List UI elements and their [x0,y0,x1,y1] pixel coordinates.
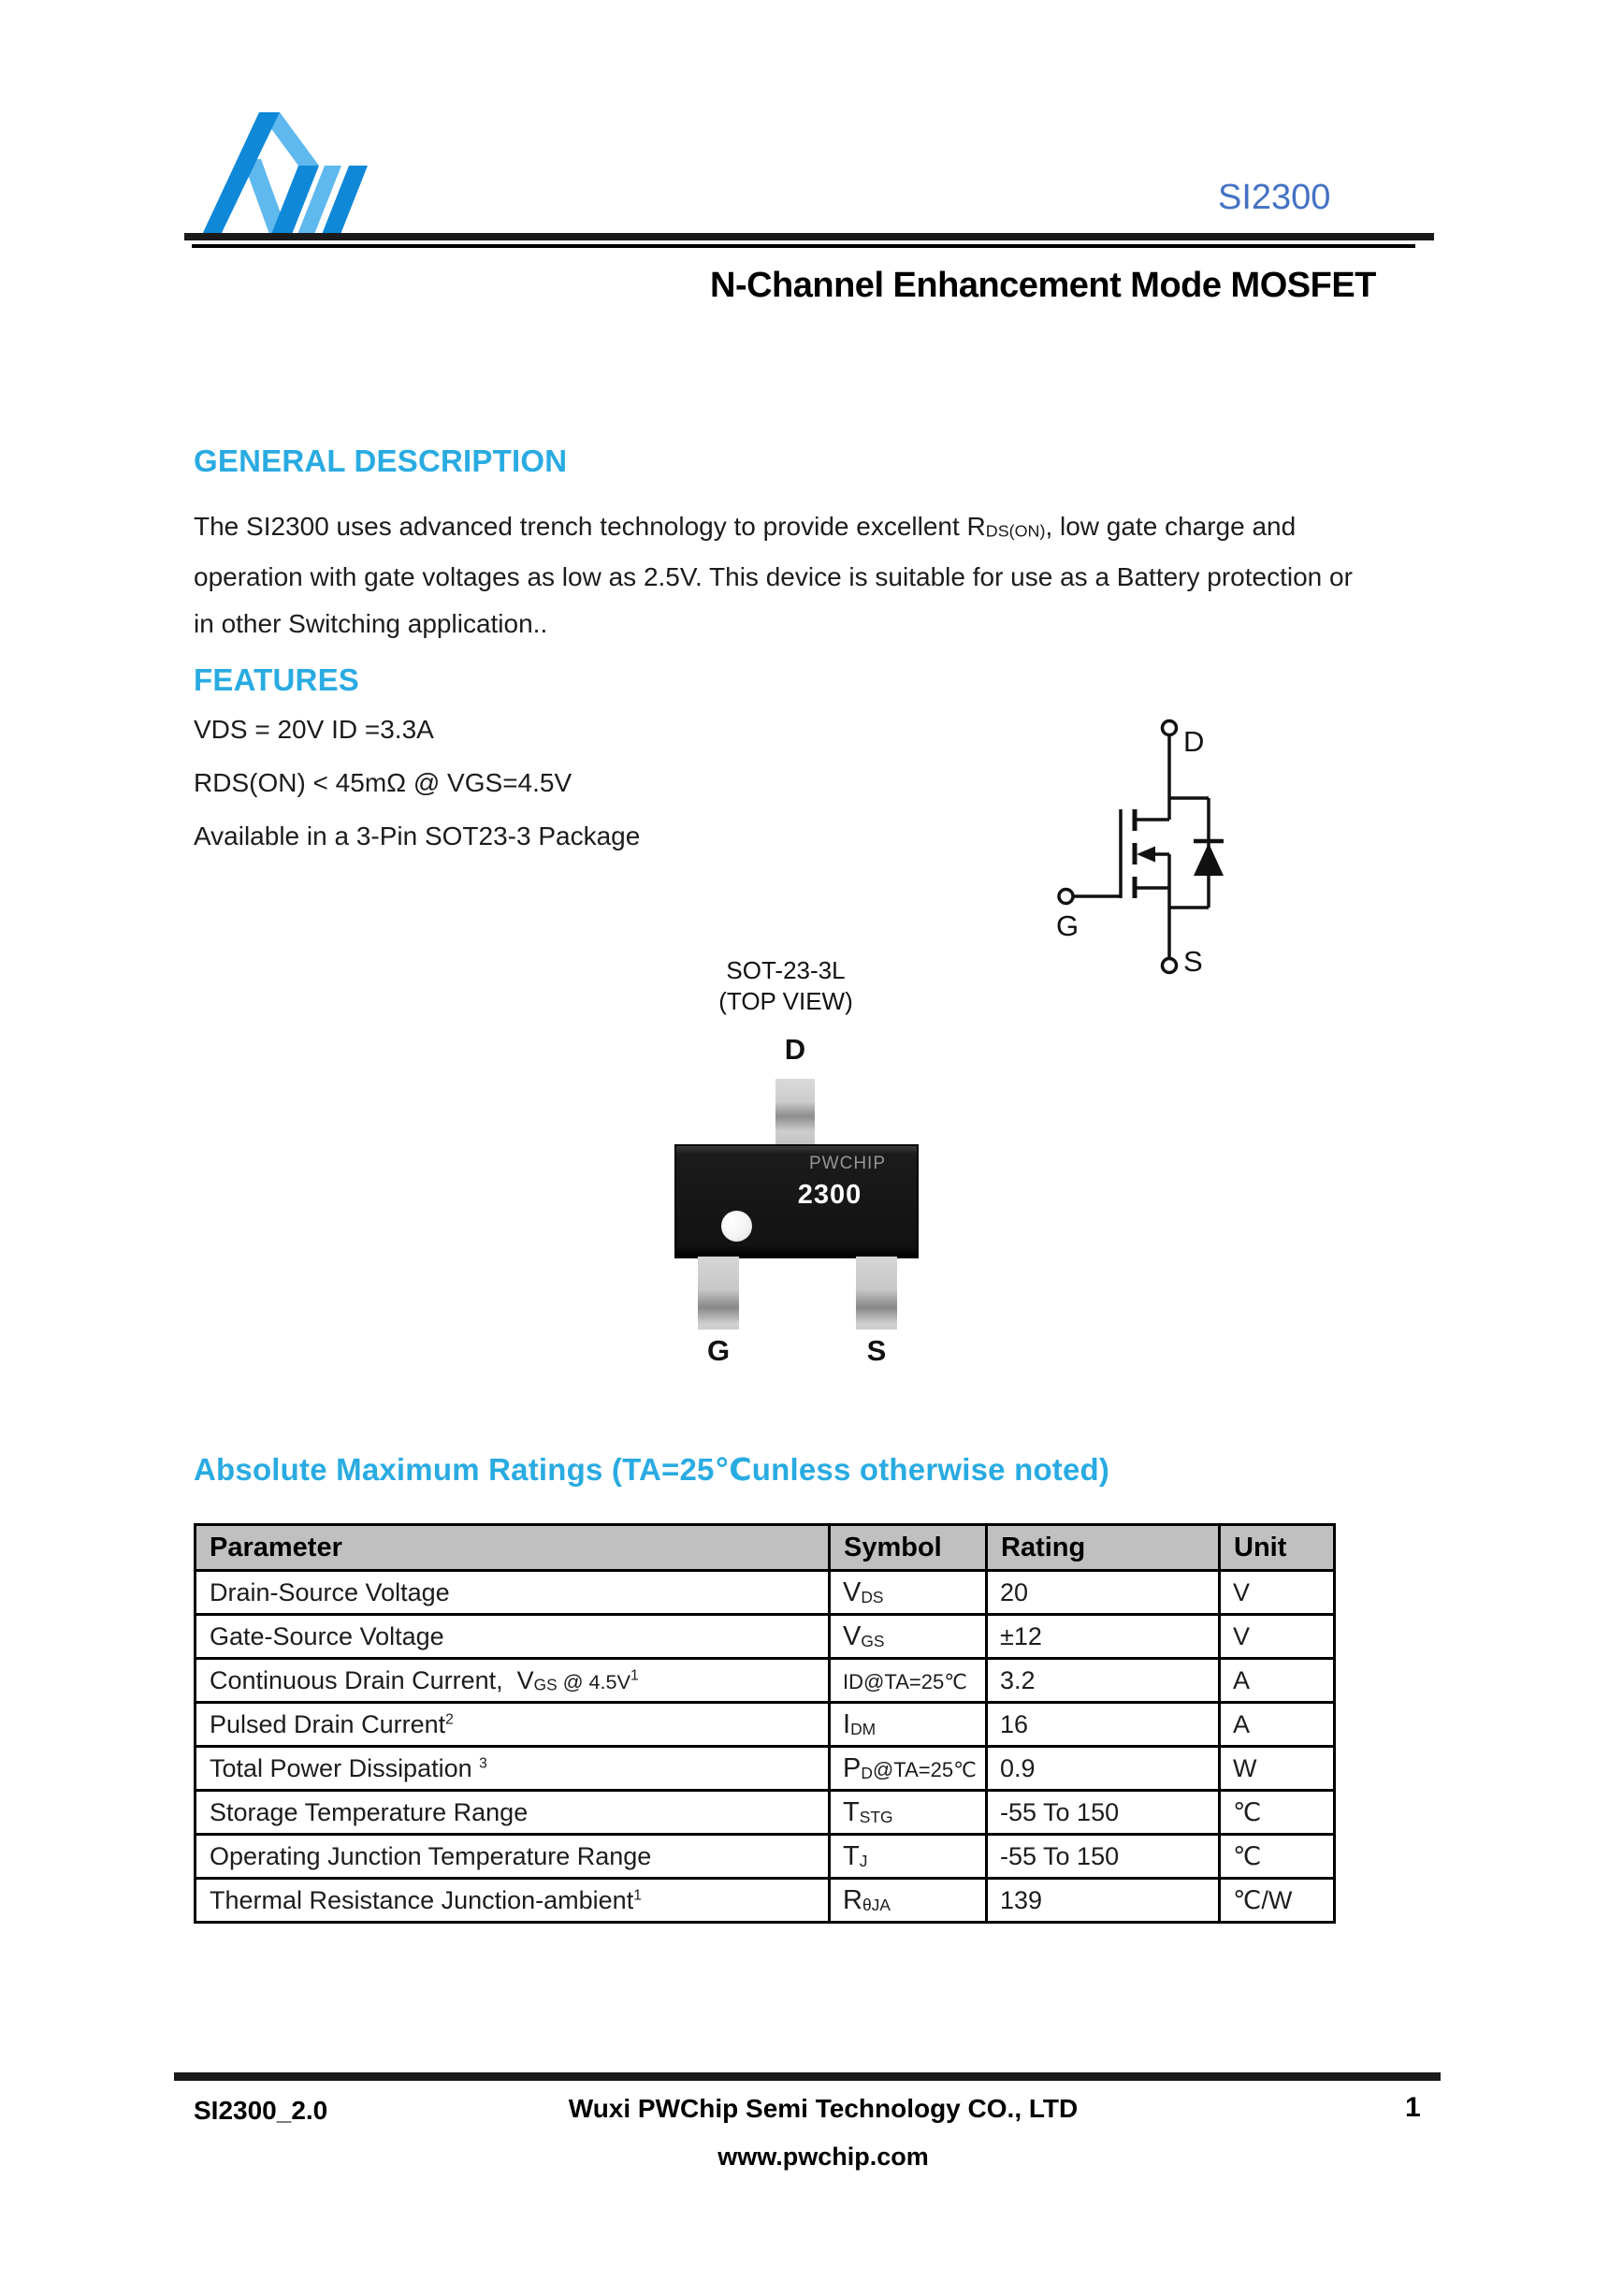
text-segment: @ [557,1669,589,1693]
parameter-cell [196,1659,830,1703]
pin1-indicator-dot [721,1211,752,1242]
schematic-source-label: S [1183,945,1203,978]
symbol-cell [830,1615,987,1659]
text-segment: V [843,1620,862,1651]
pwchip-logo [201,112,371,237]
package-pin-gate [698,1257,739,1330]
drain-terminal-circle [1163,721,1177,735]
symbol-cell [830,1879,987,1923]
text-segment: V [843,1577,862,1607]
footer-rule [174,2072,1441,2081]
table-row [196,1571,1335,1615]
feature-item: RDS(ON) < 45mΩ @ VGS=4.5V [194,768,572,797]
table-row [196,1615,1335,1659]
text-segment: , low gate charge and [1045,512,1297,541]
symbol-cell [830,1791,987,1835]
text-segment: GS [861,1631,885,1650]
text-segment: STG [859,1807,893,1826]
doc-title: N-Channel Enhancement Mode MOSFET [710,266,1376,305]
footer-company: Wuxi PWChip Semi Technology CO., LTD [568,2094,1079,2123]
schematic-drain-label: D [1183,725,1205,758]
source-terminal-circle [1163,959,1177,973]
footer-website: www.pwchip.com [717,2143,929,2171]
footer-page-number: 1 [1405,2092,1421,2123]
description-line [194,554,1466,601]
text-segment: Total Power Dissipation [210,1753,480,1782]
unit-cell: ℃/W [1220,1879,1335,1923]
unit-cell: ℃ [1220,1791,1335,1835]
description-line [194,503,1466,554]
rating-cell: 20 [987,1571,1220,1615]
parameter-cell [196,1747,830,1791]
package-view: (TOP VIEW) [718,987,853,1015]
text-segment: 1 [630,1667,639,1684]
rating-cell: 0.9 [987,1747,1220,1791]
text-segment: @TA=25℃ [872,1757,977,1781]
unit-cell: ℃ [1220,1835,1335,1879]
text-segment: DM [850,1719,877,1738]
column-header-unit: Unit [1220,1525,1335,1571]
features-list [194,711,640,871]
rating-cell: 139 [987,1879,1220,1923]
text-segment: Gate-Source Voltage [210,1621,444,1650]
table-row [196,1703,1335,1747]
table-row [196,1835,1335,1879]
body-diode [1194,798,1224,908]
mosfet-symbol-schematic [1052,716,1239,987]
symbol-cell [830,1747,987,1791]
text-segment: in other Switching application.. [194,609,548,639]
footer-revision: SI2300_2.0 [194,2096,328,2125]
parameter-cell [196,1615,830,1659]
rating-cell: ±12 [987,1615,1220,1659]
package-pin-label-gate: G [706,1334,731,1367]
package-name: SOT-23-3L [726,956,846,984]
rating-cell: -55 To 150 [987,1791,1220,1835]
text-segment: GS [533,1674,558,1693]
text-segment: The SI2300 uses advanced trench technology to provide excellent R [194,512,986,541]
unit-cell: A [1220,1659,1335,1703]
gate-terminal-circle [1059,890,1073,904]
text-segment: Drain-Source Voltage [210,1577,450,1606]
parameter-cell [196,1571,830,1615]
package-marking-part: 2300 [797,1180,862,1210]
text-segment: Storage Temperature Range [210,1797,529,1826]
features-heading: FEATURES [194,662,359,697]
text-segment: ID@TA=25℃ [843,1669,968,1693]
text-segment: 3 [479,1755,487,1772]
column-header-rating: Rating [987,1525,1220,1571]
text-segment: T [843,1796,860,1827]
unit-cell: W [1220,1747,1335,1791]
ratings-table [194,1523,1336,1924]
package-drawing [645,956,935,1377]
general-description-text [194,503,1466,647]
unit-cell: V [1220,1571,1335,1615]
general-description-heading: GENERAL DESCRIPTION [194,443,568,478]
table-row [196,1747,1335,1791]
column-header-parameter: Parameter [196,1525,830,1571]
text-segment: Operating Junction Temperature Range [210,1841,652,1870]
rating-cell: -55 To 150 [987,1835,1220,1879]
package-pin-label-source: S [866,1334,887,1367]
rating-cell: 3.2 [987,1659,1220,1703]
feature-item: Available in a 3-Pin SOT23-3 Package [194,821,641,850]
text-segment: 2 [445,1711,454,1728]
symbol-cell [830,1703,987,1747]
symbol-cell [830,1659,987,1703]
text-segment: J [859,1851,868,1870]
part-number: SI2300 [1218,178,1331,217]
text-segment: Continuous Drain Current, V [210,1665,534,1694]
text-segment: T [843,1840,860,1871]
package-pin-drain [775,1079,815,1146]
text-segment: R [843,1884,862,1915]
text-segment: P [843,1752,862,1783]
unit-cell: A [1220,1703,1335,1747]
description-line [194,601,1466,647]
text-segment: DS [861,1587,884,1606]
table-row [196,1879,1335,1923]
feature-item: VDS = 20V ID =3.3A [194,715,434,744]
column-header-symbol: Symbol [830,1525,987,1571]
schematic-gate-label: G [1056,909,1080,942]
text-segment: DS(ON) [985,521,1046,541]
text-segment: θJA [862,1895,891,1914]
symbol-cell [830,1571,987,1615]
package-pin-source [856,1257,897,1330]
text-segment: D [861,1763,873,1782]
table-header-row [196,1525,1335,1571]
symbol-cell [830,1835,987,1879]
package-body [674,1144,919,1258]
gate-lead [1059,809,1121,904]
rating-cell: 16 [987,1703,1220,1747]
parameter-cell [196,1879,830,1923]
parameter-cell [196,1791,830,1835]
text-segment: 1 [633,1887,642,1904]
body-arrow [1137,847,1169,863]
parameter-cell [196,1835,830,1879]
text-segment: I [843,1708,851,1739]
unit-cell: V [1220,1615,1335,1659]
ratings-heading: Absolute Maximum Ratings (TA=25℃unless otherwise noted) [194,1452,1110,1487]
parameter-cell [196,1703,830,1747]
package-pin-label-drain: D [784,1033,806,1066]
text-segment: 4.5V [588,1669,630,1693]
package-marking-brand: PWCHIP [809,1154,886,1173]
header-rule-thick [184,233,1434,240]
table-row [196,1791,1335,1835]
table-row [196,1659,1335,1703]
text-segment: operation with gate voltages as low as 2.5V. This device is suitable for use as a Battery protection or [194,562,1353,592]
text-segment: Thermal Resistance Junction-ambient [210,1885,634,1914]
header-rule-thin [192,244,1415,248]
text-segment: Pulsed Drain Current [210,1709,446,1738]
